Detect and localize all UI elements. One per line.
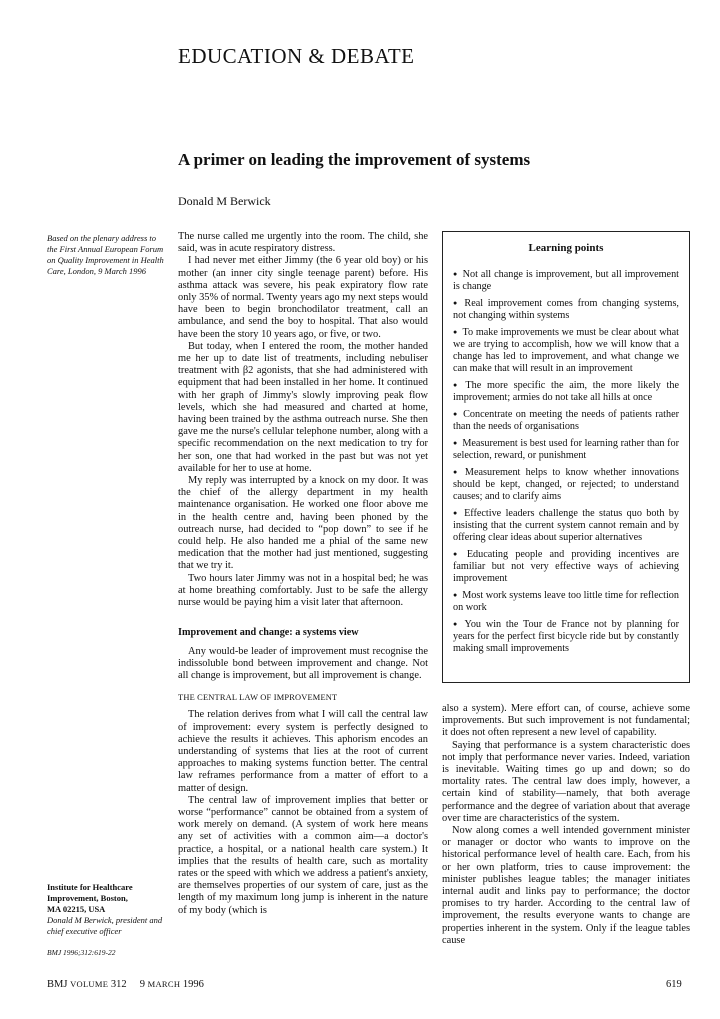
author-name: Donald M Berwick [178, 194, 271, 208]
body-right-column [442, 703, 690, 947]
learning-points-title: Learning points [528, 242, 604, 254]
footer-journal [47, 979, 204, 990]
learning-point: ● Measurement helps to know whether innovations should be kept, changed, or rejected; to understand causes; and to clarify aims [453, 466, 679, 503]
learning-point: ● Educating people and providing incentives are familiar but not very effective ways of achieving improvement [453, 548, 679, 585]
institute-line2: Improvement, Boston, [47, 893, 128, 903]
footer-date-day: 9 [139, 979, 145, 990]
learning-point: ● Most work systems leave too little time for reflection on work [453, 589, 679, 614]
based-on-note: Based on the plenary address to the First Annual European Forum on Quality Improvement in Health Care, London, 9 March 1996 [47, 233, 164, 276]
body-left-column [178, 231, 428, 917]
learning-point: ● The more specific the aim, the more likely the improvement; armies do not take all hills at once [453, 379, 679, 404]
institute-line3: MA 02215, USA [47, 904, 106, 914]
footer-date-month: MARCH [147, 979, 181, 989]
footer-journal-name: BMJ [47, 979, 68, 990]
footer-volume: 312 [110, 979, 127, 990]
author-role: Donald M Berwick, president and chief executive officer [47, 915, 163, 936]
learning-point: ● Measurement is best used for learning rather than for selection, reward, or punishment [453, 437, 679, 462]
footer-volume-label: VOLUME [70, 979, 109, 989]
paragraph: also a system). Mere effort can, of course, achieve some improvements. But such improvement is not fundamental; it does not often represent a new level of capability. [442, 703, 690, 739]
paragraph: Two hours later Jimmy was not in a hospital bed; he was at home breathing comfortably. Just to be safe the allergy nurse would be paying him a visit later that afternoon. [178, 572, 428, 609]
smallcaps-heading: THE CENTRAL LAW OF IMPROVEMENT [178, 693, 338, 703]
institution-note [47, 882, 167, 958]
learning-point: ● Not all change is improvement, but all improvement is change [453, 268, 679, 293]
paragraph: But today, when I entered the room, the mother handed me her up to date list of treatments, including nebuliser treatment with β2 agonists, that she had administered with equipment that had been installed in her home. It continued with her graph of Jimmy's slowly improving peak flow levels, which she had measured and charted at home, having been trained by the asthma outreach nurse. She then gave me the nurse's cellular telephone number, along with a specific recommendation on the next medication to try for her son, one that had worked in the past but was not yet available for her to use at home. [178, 340, 428, 474]
institute-line1: Institute for Healthcare [47, 882, 133, 892]
paragraph: My reply was interrupted by a knock on my door. It was the chief of the allergy department in my health maintenance organisation. He worked one floor above me in the health centre and, having been phoned by the outreach nurse, had decided to “pop down” to see if he could help. He also handed me a phial of the same new medication that the mother had just mentioned, suggesting that we try it. [178, 475, 428, 572]
learning-point: ● To make improvements we must be clear about what we are trying to accomplish, how we will know that a change has led to improvement, and what change we can make that will result in an improvement [453, 326, 679, 375]
page-number: 619 [666, 979, 682, 990]
paragraph: Any would-be leader of improvement must recognise the indissoluble bond between improvement and change. Not all change is improvement, but all improvement is change. [178, 645, 428, 681]
learning-point: ● Concentrate on meeting the needs of patients rather than the needs of organisations [453, 408, 679, 433]
learning-points-list [453, 268, 679, 655]
learning-points-box [442, 231, 690, 683]
citation: BMJ 1996;312:619-22 [47, 948, 116, 957]
footer-date-year: 1996 [182, 979, 204, 990]
paragraph: I had never met either Jimmy (the 6 year old boy) or his mother (an inner city single teenage parent) before. His asthma attack was severe, his peak expiratory flow rate only 35% of normal. Twenty years ago my next steps would have been to begin bronchodilator treatment, call an ambulance, and send the boy to hospital. That also would have been the story 10 years ago, or five, or two. [178, 255, 428, 340]
paragraph: The relation derives from what I will call the central law of improvement: every system is perfectly designed to achieve the results it achieves. This aphorism encodes an understanding of systems that lies at the root of current approaches to making systems function better. The central law reframes performance from a matter of effort to a matter of design. [178, 709, 428, 794]
learning-point: ● Effective leaders challenge the status quo both by insisting that the current system cannot remain and by offering clear ideas about superior alternatives [453, 507, 679, 544]
section-header: EDUCATION & DEBATE [178, 44, 415, 68]
learning-point: ● You win the Tour de France not by planning for years for the perfect first bicycle ride but by constantly making small improvements [453, 618, 679, 655]
paragraph: Saying that performance is a system characteristic does not imply that performance never varies. Indeed, variation is inevitable. Waiting times go up and down; so do mortality rates. The central law does imply, however, a certain kind of stability—namely, that both average performance and the degree of variation about that average over time are characteristics of the system. [442, 739, 690, 824]
paragraph: The nurse called me urgently into the room. The child, she said, was in acute respiratory distress. [178, 231, 428, 255]
subhead: Improvement and change: a systems view [178, 627, 359, 639]
learning-point: ● Real improvement comes from changing systems, not changing within systems [453, 297, 679, 322]
article-title: A primer on leading the improvement of systems [178, 150, 531, 169]
paragraph: Now along comes a well intended government minister or manager or doctor who wants to improve on the historical performance level of health care. Each, from his or her own platform, tries to cause improvement: the minister publishes league tables; the manager initiates internal audit and links pay to performance; the doctor promises to try harder. According to the central law of improvement, the results everyone wants to change are properties inherent in the system. Only if the league tables cause [442, 825, 690, 946]
paragraph: The central law of improvement implies that better or worse “performance” cannot be obtained from a system of work merely on demand. (A system of work here means any set of activities with a common aim—a doctor's practice, a hospital, or a national health care system.) It implies that the results of health care, such as mortality rates or the speed with which we address a patient's anxiety, are themselves properties of our system of care, just as the length of my maximum long jump is inherent in the nature of my body (which is [178, 794, 428, 916]
